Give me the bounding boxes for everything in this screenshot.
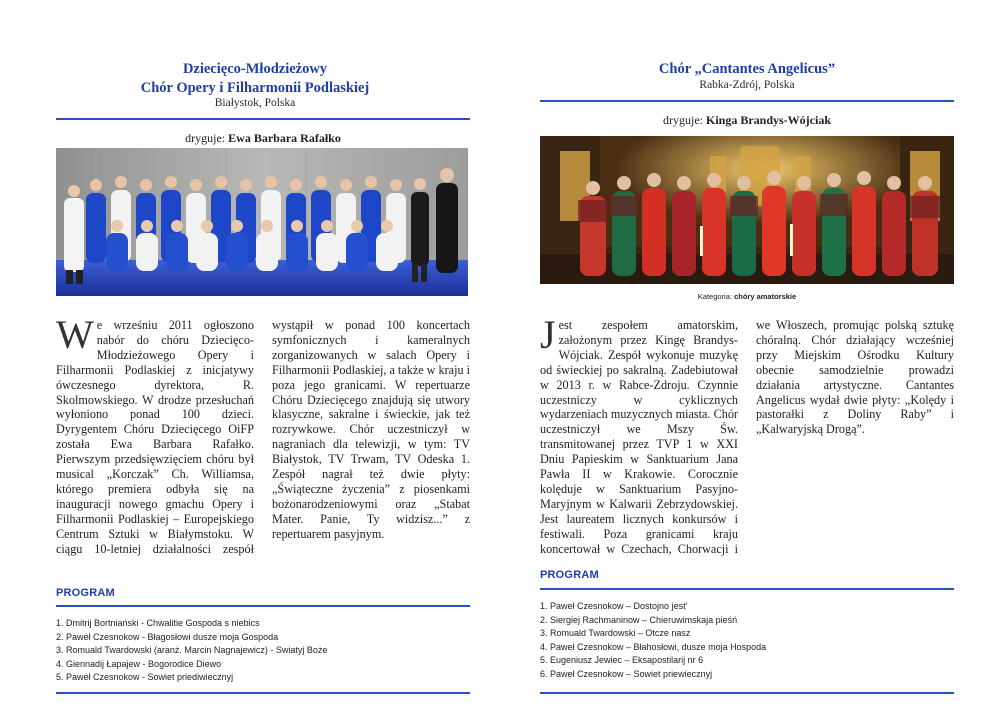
conductor-name: Kinga Brandys-Wójciak xyxy=(705,113,831,127)
program-item: 4. Paweł Czesnokow – Błahosłowi, dusze moja Hospoda xyxy=(540,641,767,652)
program-item: 3. Romuald Twardowski (aranż. Marcin Nagnajewicz) - Swiatyj Boże xyxy=(56,645,328,655)
category-label: Kategoria: xyxy=(697,292,732,301)
conductor-name: Ewa Barbara Rafałko xyxy=(228,131,341,145)
program-divider xyxy=(56,605,470,607)
description-text: e wrześniu 2011 ogłoszono nabór do chóru Dziecięco-Młodzieżowego Opery i Filharmonii Podlaskiej z inicjatywy ówczesnego dyrektora, R. Skolmowskiego. W drodze przesłuchań wyłoniono ponad 100 dzieci. Dyrygentem Chóru Dziecięcego OiFP została Ewa Barbara Rafałko. Pierwszym przedsięwzięciem chóru był musical „Korczak” Ch. Williamsa, którego premiera odbyła się na inauguracji nowego gmachu Opery i Filharmonii Podlaskiej – Europejskiego Centrum Sztuki w Białymstoku. W ciągu 10-letniej działalności zespół wystąpił w ponad 100 koncertach symfonicznych i kameralnych zorganizowanych w salach Opery i Filharmonii Podlaskiej, a także w kraju i poza jego granicami. W repertuarze Chóru Dziecięcego znajdują się utwory klasyczne, sakralne i świeckie, jak też rozrywkowe. Chór uczestniczył w nagraniach dla telewizji, w tym: TV Białystok, TV Trwam, TV Odeska 1. Zespół nagrał też dwie płyty: „Świąteczne życzenia” z piosenkami bożonarodzeniowymi oraz „Stabat Mater. Panie, Ty widzisz...” z repertuarem pasyjnym. xyxy=(56,318,471,556)
title-line-2: Chór Opery i Filharmonii Podlaskiej xyxy=(140,80,370,96)
location: Białystok, Polska xyxy=(214,97,296,109)
program-item: 1. Paweł Czesnokow – Dostojno jest’ xyxy=(540,601,688,611)
program-list xyxy=(540,600,766,681)
choir-description xyxy=(540,312,954,558)
divider xyxy=(56,118,470,120)
program-item: 6. Paweł Czesnokow – Sowiet priewiecznyj xyxy=(540,668,713,679)
conductor-line xyxy=(540,113,954,128)
program-item: 4. Giennadij Łapajew - Bogorodice Diewo xyxy=(56,658,222,669)
program-title: PROGRAM xyxy=(540,569,599,581)
bottom-divider xyxy=(56,692,470,694)
choir-title: Chór „Cantantes Angelicus” xyxy=(658,61,836,77)
choir-title xyxy=(40,60,470,98)
category-value: chóry amatorskie xyxy=(734,292,797,301)
right-page xyxy=(500,0,1000,707)
program-item: 1. Dmitrij Bortniański - Chwalitie Gospoda s niebics xyxy=(56,618,260,628)
bottom-divider xyxy=(540,692,954,694)
description-text: est zespołem amatorskim, założonym przez Kingę Brandys-Wójciak. Zespół wykonuje muzykę od świeckiej po sakralną. Zadebiutował w 2013 r. w Rabce-Zdroju. Czynnie uczestniczy w cyklicznych wydarzeniach muzycznych miasta. Chór uczestniczył we Mszy Św. transmitowanej przez TVP 1 w XXI Dniu Papieskim w Sanktuarium Jana Pawła II w Krakowie. Corocznie kolęduje w Sanktuarium Pasyjno-Maryjnym w Kalwarii Zebrzydowskiej. Jest laureatem licznych konkursów i festiwali. Poza granicami kraju koncertował w Czechach, Chorwacji i we Włoszech, promując polską sztukę chóralną. Chór działający wcześniej przy Miejskim Ośrodku Kultury obecnie samodzielnie prowadzi działania artystyczne. Cantantes Angelicus wydał dwie płyty: „Kolędy i pastorałki z Doliny Raby” i „Kalwaryjską Drogą”. xyxy=(540,318,954,556)
program-item: 2. Siergiej Rachmaninow – Chieruwimskaja pieśń xyxy=(540,614,738,625)
divider xyxy=(540,100,954,102)
program-item: 5. Eugeniusz Jewiec – Eksapostilarij nr 6 xyxy=(540,655,704,665)
title-line-1: Dziecięco-Młodzieżowy xyxy=(182,61,328,77)
program-title: PROGRAM xyxy=(56,587,115,599)
choir-photo xyxy=(540,136,954,284)
category-line xyxy=(540,292,954,301)
conductor-label: dryguje: xyxy=(662,113,703,127)
conductor-label: dryguje: xyxy=(185,131,226,145)
program-divider xyxy=(540,588,954,590)
conductor-line xyxy=(56,131,470,146)
program-item: 5. Paweł Czesnokow - Sowiet priediwiecznyj xyxy=(56,672,234,682)
choir-photo xyxy=(56,148,468,296)
location: Rabka-Zdrój, Polska xyxy=(699,79,795,91)
program-item: 3. Romuald Twardowski – Otcze nasz xyxy=(540,628,691,638)
drop-cap: W xyxy=(56,312,94,357)
choir-description xyxy=(56,312,471,570)
program-list xyxy=(56,617,327,685)
drop-cap: J xyxy=(540,312,556,357)
program-item: 2. Paweł Czesnokow - Błagosłowi dusze moja Gospoda xyxy=(56,631,279,642)
